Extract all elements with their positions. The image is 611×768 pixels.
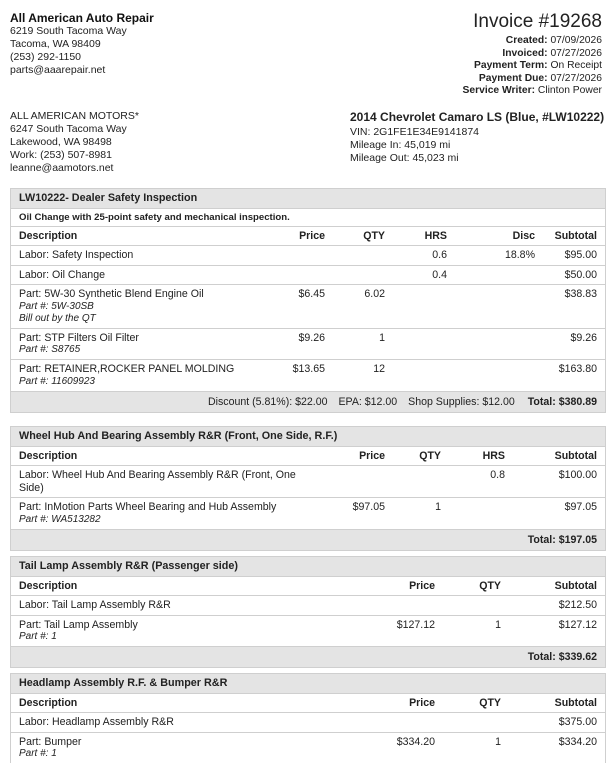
item-qty: 1 [435,501,441,513]
item-description: Labor: Tail Lamp Assembly R&R [11,596,367,616]
vehicle-mileage-in: Mileage In: 45,019 mi [350,139,451,151]
item-hrs [393,328,455,360]
meta-invoiced: Invoiced: 07/27/2026 [502,47,602,59]
item-qty: 1 [495,618,501,631]
item-description: Part: InMotion Parts Wheel Bearing and Hub Assembly [19,501,277,513]
table-row [11,466,605,498]
item-description: Part: 5W-30 Synthetic Blend Engine Oil [19,288,204,300]
section-footer [11,646,605,667]
item-subtotal: $163.80 [558,363,597,375]
item-disc [455,328,543,360]
item-description-cell [11,285,277,329]
col-qty: QTY [393,447,449,466]
col-subtotal: Subtotal [543,227,605,246]
invoice-meta [463,11,602,98]
invoice-header [10,11,602,97]
item-hrs: 0.8 [449,466,513,498]
col-subtotal: Subtotal [509,577,605,596]
col-description: Description [11,227,277,246]
table-row [11,732,605,763]
item-disc [455,360,543,391]
item-price: $13.65 [292,363,325,375]
item-qty [443,713,509,733]
item-hrs: 0.4 [393,265,455,285]
shop-name: All American Auto Repair [10,11,154,25]
footer-shop-supplies: Shop Supplies: $12.00 [408,395,515,408]
table-row [11,498,605,529]
item-description-cell [11,328,277,360]
item-description-cell [11,732,367,763]
item-note: Bill out by the QT [19,312,96,324]
item-part-number: Part #: 1 [19,748,57,759]
vehicle-mileage-out: Mileage Out: 45,023 mi [350,152,459,164]
item-description: Part: RETAINER,ROCKER PANEL MOLDING [19,363,235,375]
meta-service-writer: Service Writer: Clinton Power [462,85,602,97]
item-part-number: Part #: WA513282 [19,513,101,525]
item-qty [443,596,509,616]
table-header-row [11,447,605,466]
item-subtotal: $375.00 [509,713,605,733]
item-description: Labor: Safety Inspection [11,246,277,266]
line-items-table [11,694,605,763]
vehicle-title: 2014 Chevrolet Camaro LS (Blue, #LW10222) [350,110,605,124]
col-qty: QTY [333,227,393,246]
item-description-cell [11,498,317,529]
table-row [11,615,605,646]
table-row [11,246,605,266]
footer-epa: EPA: $12.00 [338,395,398,408]
item-description: Part: Tail Lamp Assembly [19,618,138,631]
customer-address-line1: 6247 South Tacoma Way [10,123,127,135]
section-footer [11,391,605,412]
item-part-number: Part #: 11609923 [19,375,95,387]
vehicle-info [350,110,604,165]
item-hrs [393,285,455,329]
col-subtotal: Subtotal [513,447,605,466]
item-qty: 12 [373,363,385,375]
item-qty: 1 [333,328,393,360]
item-hrs [393,360,455,391]
line-items-table [11,227,605,391]
item-description: Labor: Oil Change [11,265,277,285]
shop-address-line1: 6219 South Tacoma Way [10,25,127,37]
customer-work-phone: Work: (253) 507-8981 [10,149,112,161]
section-description: Oil Change with 25-point safety and mechanical inspection. [11,209,605,227]
customer-address-line2: Lakewood, WA 98498 [10,136,112,148]
section-footer [11,529,605,550]
col-description: Description [11,447,317,466]
item-subtotal: $334.20 [558,735,597,748]
item-part-number: Part #: 1 [19,631,57,642]
footer-total: Total: $380.89 [527,395,597,408]
item-description: Labor: Wheel Hub And Bearing Assembly R&R (Front, One Side) [11,466,317,498]
item-price: $9.26 [277,328,333,360]
item-disc [455,285,543,329]
customer-name: ALL AMERICAN MOTORS* [10,110,139,122]
line-items-table [11,577,605,646]
footer-total: Total: $339.62 [527,651,597,663]
section-title: LW10222- Dealer Safety Inspection [11,189,605,209]
item-disc: 18.8% [455,246,543,266]
item-hrs: 0.6 [393,246,455,266]
table-row [11,713,605,733]
item-part-number: Part #: 5W-30SB [19,300,94,312]
item-subtotal: $100.00 [513,466,605,498]
section-title: Headlamp Assembly R.F. & Bumper R&R [11,674,605,694]
table-header-row [11,227,605,246]
job-section-headlamp-bumper [10,673,606,763]
item-price: $97.05 [352,501,385,513]
table-row [11,265,605,285]
table-row [11,360,605,391]
table-row [11,596,605,616]
col-qty: QTY [443,577,509,596]
item-description: Part: Bumper [19,735,82,748]
item-price [277,246,333,266]
vehicle-vin: VIN: 2G1FE1E34E9141874 [350,126,480,138]
item-subtotal: $212.50 [509,596,605,616]
col-subtotal: Subtotal [509,694,605,713]
footer-discount: Discount (5.81%): $22.00 [207,395,328,408]
line-items-table [11,447,605,529]
shop-email[interactable]: parts@aaarepair.net [10,64,106,76]
item-qty: 6.02 [333,285,393,329]
job-section-safety-inspection [10,188,606,413]
item-subtotal: $127.12 [558,618,597,631]
item-price [317,466,393,498]
col-description: Description [11,577,367,596]
item-subtotal: $95.00 [543,246,605,266]
item-description: Part: STP Filters Oil Filter [19,331,139,344]
item-hrs [449,498,513,529]
table-header-row [11,577,605,596]
meta-payment-due: Payment Due: 07/27/2026 [478,72,602,84]
item-qty [333,246,393,266]
meta-payment-term: Payment Term: On Receipt [473,60,602,72]
customer-info [10,110,139,175]
footer-total: Total: $197.05 [527,533,597,546]
col-price: Price [277,227,333,246]
item-price [367,596,443,616]
meta-created: Created: 07/09/2026 [505,35,602,46]
job-section-tail-lamp [10,556,606,668]
item-description-cell [11,615,367,646]
item-qty [333,265,393,285]
col-description: Description [11,694,367,713]
item-description-cell [11,360,277,391]
table-row [11,328,605,360]
customer-email[interactable]: leanne@aamotors.net [10,162,114,174]
table-header-row [11,694,605,713]
item-subtotal: $38.83 [543,285,605,329]
col-price: Price [367,694,443,713]
item-subtotal: $9.26 [543,328,605,360]
section-title: Wheel Hub And Bearing Assembly R&R (Front, One Side, R.F.) [11,427,605,447]
col-price: Price [367,577,443,596]
invoice-title: Invoice #19268 [473,11,602,32]
item-description: Labor: Headlamp Assembly R&R [11,713,367,733]
shop-address-line2: Tacoma, WA 98409 [10,38,101,50]
item-qty [393,466,449,498]
col-hrs: HRS [393,227,455,246]
col-disc: Disc [455,227,543,246]
col-hrs: HRS [449,447,513,466]
col-qty: QTY [443,694,509,713]
shop-phone: (253) 292-1150 [10,51,82,63]
item-price: $127.12 [396,618,435,631]
item-disc [455,265,543,285]
table-row [11,285,605,329]
job-section-wheel-hub [10,426,606,551]
item-price [367,713,443,733]
item-subtotal: $50.00 [543,265,605,285]
item-price: $334.20 [396,735,435,748]
item-subtotal: $97.05 [564,501,597,513]
section-title: Tail Lamp Assembly R&R (Passenger side) [11,557,605,577]
item-part-number: Part #: S8765 [19,344,81,355]
item-price: $6.45 [277,285,333,329]
col-price: Price [317,447,393,466]
item-qty: 1 [495,735,501,748]
item-price [277,265,333,285]
